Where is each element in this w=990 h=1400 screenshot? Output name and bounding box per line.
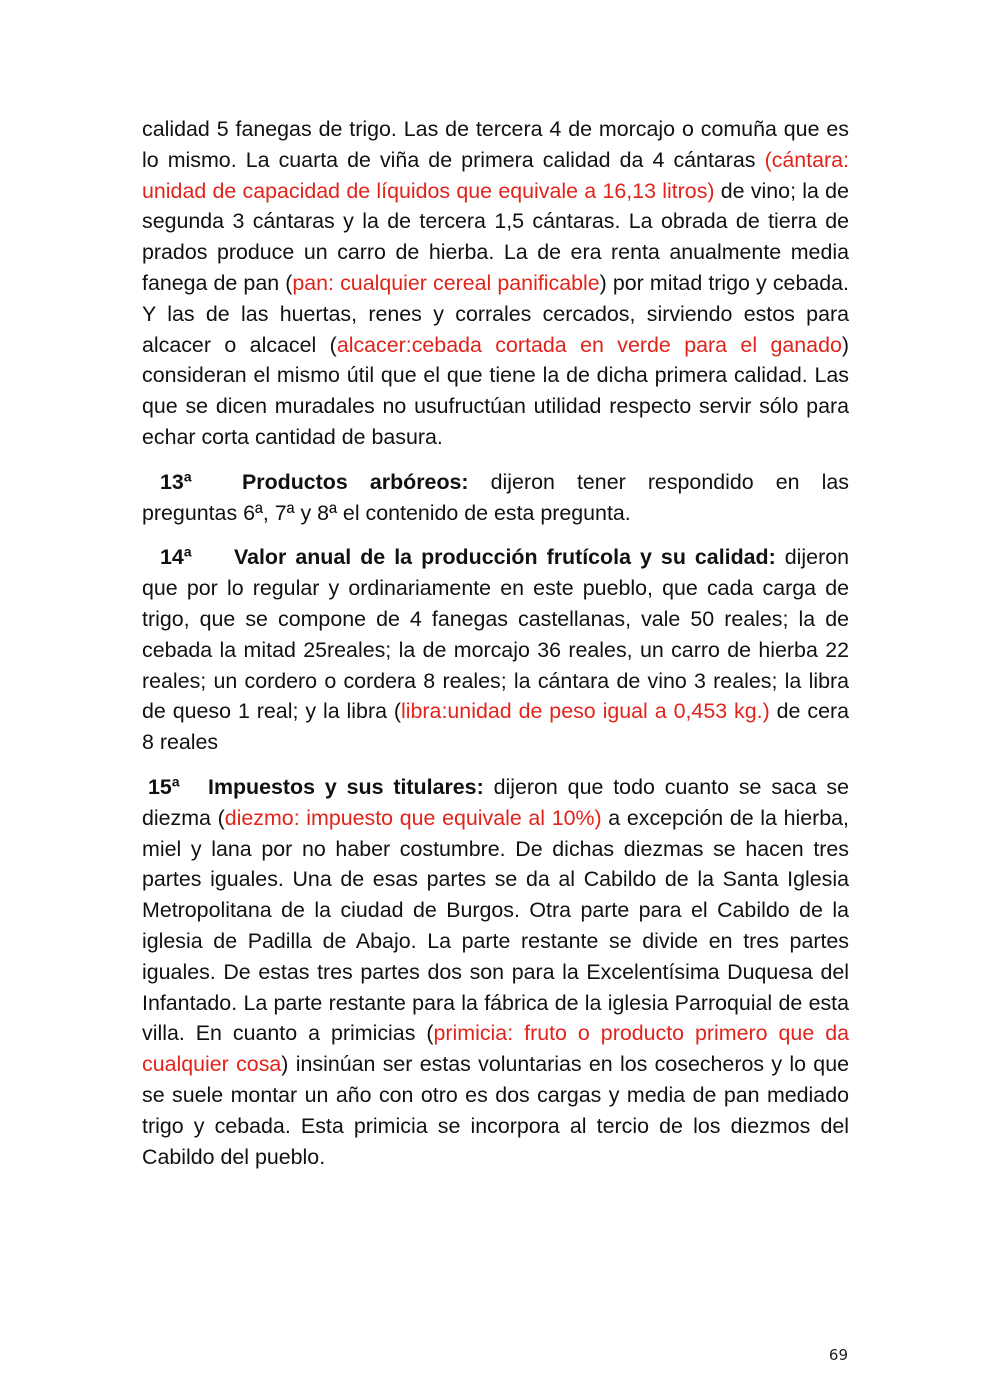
question-number: 13ª xyxy=(160,469,192,494)
text-run: a excepción de la hierba, miel y lana por no haber costumbre. De dichas diezmas se hacen tres partes iguales. Una de esas partes se da al Cabildo de la Santa Iglesia Metropolitana de la ciudad de Burgos. Otra parte para el Cabildo de la iglesia de Padilla de Abajo. La parte restante se divide en tres partes iguales. De estas tres partes dos son para la Excelentísima Duquesa del Infantado. La parte restante para la fábrica de la iglesia Parroquial de esta villa. En cuanto a primicias ( xyxy=(142,805,849,1046)
annotation-libra: libra:unidad de peso igual a 0,453 kg.) xyxy=(401,699,770,724)
page-number: 69 xyxy=(828,1346,848,1364)
question-number: 14ª xyxy=(160,545,192,570)
question-heading: Valor anual de la producción frutícola y su calidad: xyxy=(234,545,776,570)
paragraph-question-15 xyxy=(142,772,849,1172)
annotation-alcacer: alcacer:cebada cortada en verde para el ganado xyxy=(336,332,842,357)
text-run: de cera 8 reales xyxy=(142,699,849,755)
annotation-diezmo: diezmo: impuesto que equivale al 10%) xyxy=(224,805,602,830)
document-page xyxy=(142,114,849,1172)
text-run: ) por mitad trigo y cebada. Y las de las huertas, renes y corrales cercados, sirviendo estos para alcacer o alcacel ( xyxy=(142,270,849,357)
text-run: dijeron que por lo regular y ordinariamente en este pueblo, que cada carga de trigo, que se compone de 4 fanegas castellanas, vale 50 reales; la de cebada la mitad 25reales; la de morcajo 36 reales, un carro de hierba 22 reales; un cordero o cordera 8 reales; la cántara de vino 3 reales; la libra de queso 1 real; y la libra ( xyxy=(142,545,849,724)
question-heading: Productos arbóreos: xyxy=(242,469,469,494)
text-run: dijeron que todo cuanto se saca se diezma ( xyxy=(142,774,849,830)
question-heading: Impuestos y sus titulares: xyxy=(208,774,484,799)
text-run: ) consideran el mismo útil que el que tiene la de dicha primera calidad. Las que se dicen muradales no usufructúan utilidad respecto servir sólo para echar corta cantidad de basura. xyxy=(142,332,849,449)
question-number: 15ª xyxy=(148,774,180,799)
text-run: de vino; la de segunda 3 cántaras y la de tercera 1,5 cántaras. La obrada de tierra de prados produce un carro de hierba. La de era renta anualmente media fanega de pan ( xyxy=(142,178,849,295)
text-run: ) insinúan ser estas voluntarias en los cosecheros y lo que se suele montar un año con otro es dos cargas y media de pan mediado trigo y cebada. Esta primicia se incorpora al tercio de los diezmos del Cabildo del pueblo. xyxy=(142,1052,849,1169)
text-run: calidad 5 fanegas de trigo. Las de tercera 4 de morcajo o comuña que es lo mismo. La cuarta de viña de primera calidad da 4 cántaras xyxy=(142,117,849,172)
paragraph-land-yield xyxy=(142,114,849,453)
annotation-cantara: (cántara: unidad de capacidad de líquidos que equivale a 16,13 litros) xyxy=(142,147,849,203)
paragraph-question-14 xyxy=(142,542,849,758)
paragraph-question-13 xyxy=(142,467,849,529)
annotation-pan: pan: cualquier cereal panificable xyxy=(292,270,600,295)
text-run: dijeron tener respondido en las preguntas 6ª, 7ª y 8ª el contenido de esta pregunta. xyxy=(142,469,849,525)
annotation-primicia: primicia: fruto o producto primero que da cualquier cosa xyxy=(142,1021,849,1077)
